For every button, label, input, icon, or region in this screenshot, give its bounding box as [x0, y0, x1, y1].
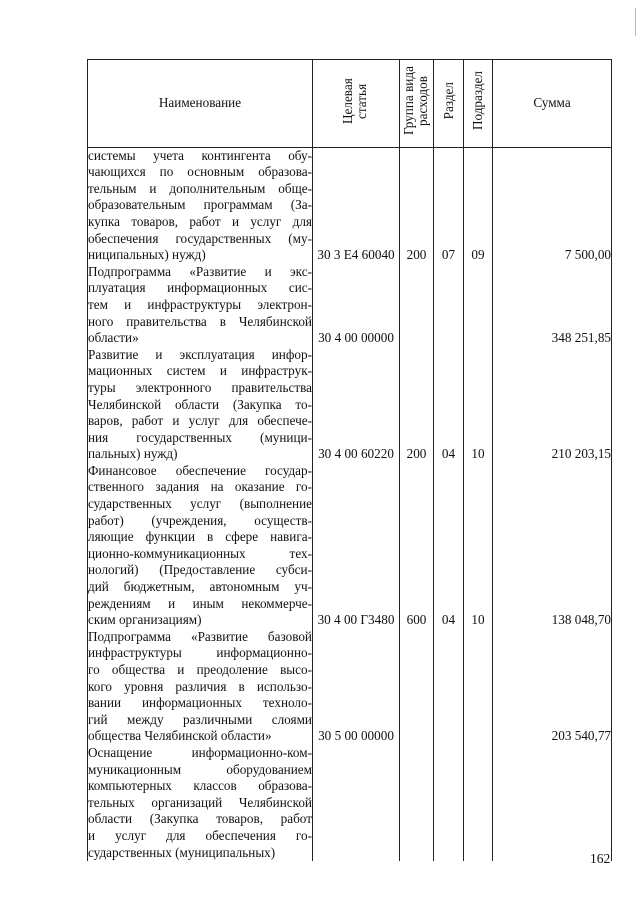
row-name-line: системы учета контингента обу-	[88, 147, 312, 163]
page-number: 162	[590, 851, 611, 866]
row-name-line: образовательным программам (За-	[88, 197, 312, 213]
row-name	[88, 629, 313, 745]
row-name-line: реждениям и иным некоммерче-	[88, 595, 312, 611]
table-row	[88, 745, 612, 861]
row-section	[434, 629, 464, 745]
row-sum: 7 500,00	[493, 147, 612, 264]
row-name-line: ния государственных (муници-	[88, 429, 312, 445]
row-name-line: туры электронного правительства	[88, 379, 312, 395]
row-name-line: муникационным оборудованием	[88, 761, 312, 777]
row-name-line: дий бюджетным, автономным уч-	[88, 579, 312, 595]
row-name	[88, 463, 313, 629]
row-name-line: области (Закупка товаров, работ	[88, 811, 312, 827]
row-name-line: мационных систем и инфраструк-	[88, 363, 312, 379]
row-name-line: тем и инфраструктуры электрон-	[88, 296, 312, 312]
row-sum: 203 540,77	[493, 629, 612, 745]
header-target-article: Целевая статья	[313, 60, 400, 148]
row-name	[88, 745, 313, 861]
row-target-article: 30 3 Е4 60040	[313, 147, 400, 264]
row-expense-group: 200	[400, 147, 434, 264]
row-section	[434, 264, 464, 347]
row-name-line: компьютерных классов образова-	[88, 778, 312, 794]
row-name-line: и услуг для обеспечения го-	[88, 827, 312, 843]
row-name-line: варов, работ и услуг для обеспече-	[88, 413, 312, 429]
row-name-line: кого уровня различия в использо-	[88, 678, 312, 694]
row-sum: 348 251,85	[493, 264, 612, 347]
row-name-line: ляющие функции в сфере навига-	[88, 529, 312, 545]
row-subsection: 09	[464, 147, 493, 264]
row-subsection	[464, 264, 493, 347]
row-name-line: ного правительства в Челябинской	[88, 313, 312, 329]
row-name-line: тельным и дополнительным обще-	[88, 180, 312, 196]
row-name-line: области»	[88, 330, 139, 346]
row-name-line: нологий) (Предоставление субси-	[88, 562, 312, 578]
row-target-article	[313, 745, 400, 861]
row-sum: 138 048,70	[493, 463, 612, 629]
row-name-line: ционно-коммуникационных тех-	[88, 545, 312, 561]
row-name-line: чающихся по основным образова-	[88, 164, 312, 180]
row-name-line: тельных организаций Челябинской	[88, 794, 312, 810]
row-section: 04	[434, 463, 464, 629]
row-subsection: 10	[464, 347, 493, 463]
header-sum: Сумма	[493, 60, 612, 148]
table-row	[88, 629, 612, 745]
row-name-line: вании информационных техноло-	[88, 695, 312, 711]
row-target-article: 30 4 00 00000	[313, 264, 400, 347]
page-edge-mark	[635, 8, 636, 36]
row-name-line: ниципальных) нужд)	[88, 247, 206, 263]
row-name-line: пальных) нужд)	[88, 446, 178, 462]
row-name	[88, 147, 313, 264]
row-name	[88, 347, 313, 463]
row-name-line: гий между различными слоями	[88, 711, 312, 727]
row-name-line: Подпрограмма «Развитие базовой	[88, 628, 312, 644]
header-expense-group: Группа вида расходов	[400, 60, 434, 148]
table-row	[88, 463, 612, 629]
row-name-line: Развитие и эксплуатация инфор-	[88, 346, 312, 362]
row-name-line: сударственных услуг (выполнение	[88, 496, 312, 512]
row-name-line: плуатация информационных сис-	[88, 280, 312, 296]
row-name-line: общества Челябинской области»	[88, 728, 272, 744]
row-section: 04	[434, 347, 464, 463]
row-name-line: купка товаров, работ и услуг для	[88, 213, 312, 229]
row-name-line: обеспечения государственных (му-	[88, 230, 312, 246]
row-expense-group	[400, 264, 434, 347]
budget-table	[87, 59, 612, 861]
table-row	[88, 264, 612, 347]
row-name-line: сударственных (муниципальных)	[88, 844, 276, 860]
row-target-article: 30 4 00 60220	[313, 347, 400, 463]
table-row	[88, 347, 612, 463]
row-expense-group	[400, 745, 434, 861]
row-name-line: ственного задания на оказание го-	[88, 479, 312, 495]
header-subsection: Подраздел	[464, 60, 493, 148]
row-expense-group: 200	[400, 347, 434, 463]
header-name: Наименование	[88, 60, 313, 148]
row-sum	[493, 745, 612, 861]
row-section: 07	[434, 147, 464, 264]
row-target-article: 30 5 00 00000	[313, 629, 400, 745]
row-subsection	[464, 629, 493, 745]
row-section	[434, 745, 464, 861]
row-subsection	[464, 745, 493, 861]
row-target-article: 30 4 00 Г3480	[313, 463, 400, 629]
row-name-line: работ) (учреждения, осуществ-	[88, 512, 312, 528]
row-name-line: Подпрограмма «Развитие и экс-	[88, 263, 312, 279]
row-expense-group	[400, 629, 434, 745]
row-name-line: Челябинской области (Закупка то-	[88, 396, 312, 412]
row-name-line: Финансовое обеспечение государ-	[88, 462, 312, 478]
row-expense-group: 600	[400, 463, 434, 629]
row-name-line: го общества и преодоление высо-	[88, 662, 312, 677]
row-name-line: Оснащение информационно-ком-	[88, 744, 312, 760]
row-name-line: ским организациям)	[88, 612, 202, 628]
row-name-line: инфраструктуры информационно-	[88, 645, 312, 661]
row-name	[88, 264, 313, 347]
table-row	[88, 147, 612, 264]
table-header-row	[88, 60, 612, 148]
row-sum: 210 203,15	[493, 347, 612, 463]
row-subsection: 10	[464, 463, 493, 629]
header-section: Раздел	[434, 60, 464, 148]
